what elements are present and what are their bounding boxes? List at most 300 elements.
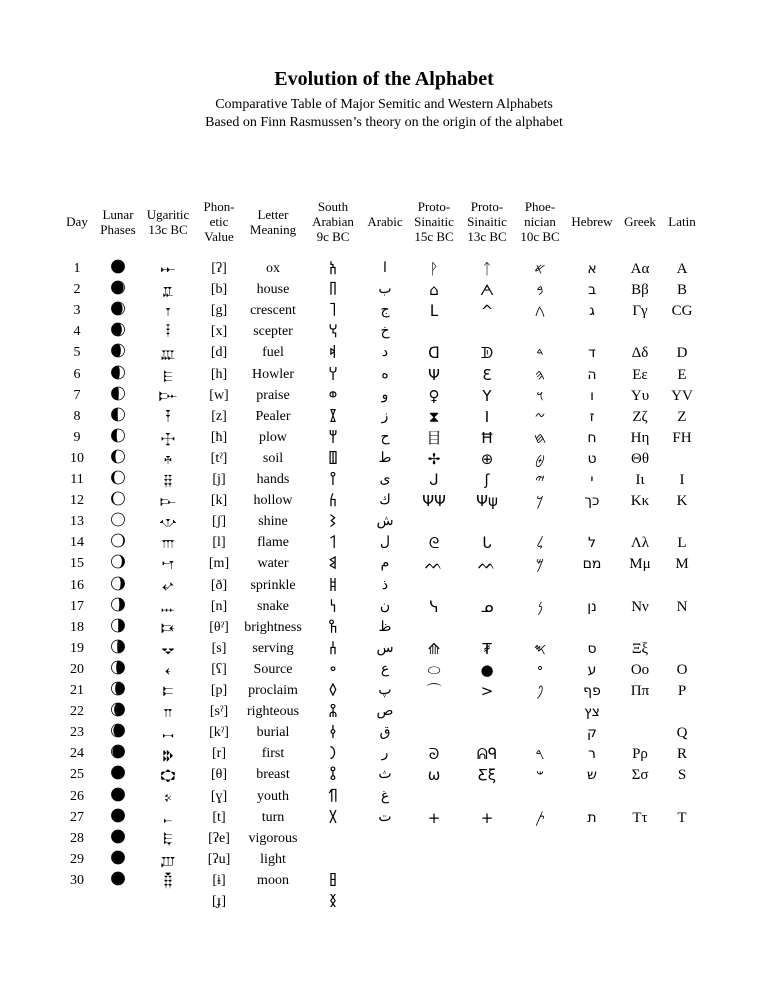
arabic-cell: م	[380, 556, 390, 572]
hebrew-cell: כך	[584, 493, 600, 510]
header-hebrew: Hebrew	[571, 214, 613, 229]
letter-meaning-cell: flame	[257, 535, 289, 551]
ugaritic-cell: 𐎝	[163, 871, 173, 890]
hebrew-cell: ע	[587, 661, 597, 678]
moon-phase-icon	[110, 491, 126, 512]
south-arabian-cell: 𐩠	[327, 365, 339, 384]
phonetic-value-cell: [ʔ]	[211, 261, 227, 276]
ugaritic-cell: 𐎘	[160, 766, 176, 785]
ugaritic-cell: 𐎕	[163, 703, 173, 722]
proto-sinaitic-15c-cell: ⬭	[427, 660, 441, 679]
moon-phase-icon	[110, 427, 126, 448]
phoenician-cell: 𐤓	[535, 745, 545, 764]
greek-cell: Αα	[630, 261, 650, 277]
south-arabian-cell: 𐩹	[328, 576, 338, 595]
hebrew-cell: א	[587, 261, 597, 277]
south-arabian-cell: 𐩲	[329, 660, 337, 679]
greek-cell: Ηη	[630, 429, 650, 446]
day-cell: 27	[70, 809, 84, 825]
proto-sinaitic-13c-cell: Ψψ	[476, 492, 498, 511]
south-arabian-cell: 𐩮	[327, 703, 339, 722]
header-lunar-phase: Lunar Phases	[100, 207, 136, 237]
arabic-cell: ك	[379, 493, 391, 509]
header-proto-sinaitic-15c: Proto- Sinaitic 15c BC	[414, 199, 454, 244]
day-cell: 24	[70, 746, 84, 762]
phoenician-cell: 𐤕	[535, 808, 545, 827]
moon-phase-icon	[110, 322, 126, 343]
phonetic-value-cell: [ʃ]	[212, 514, 226, 530]
hebrew-cell: נן	[587, 598, 597, 615]
moon-phase-icon	[110, 765, 126, 786]
latin-cell: L	[677, 535, 687, 552]
arabic-cell: د	[381, 345, 389, 361]
hebrew-cell: ו	[590, 387, 594, 404]
letter-meaning-cell: scepter	[253, 324, 293, 340]
phonetic-value-cell: [ħ]	[210, 429, 228, 445]
phonetic-value-cell: [b]	[210, 282, 228, 298]
letter-meaning-cell: brightness	[244, 619, 302, 635]
proto-sinaitic-15c-cell: ΨΨ	[422, 492, 446, 511]
proto-sinaitic-13c-cell: ᨓ	[478, 555, 496, 574]
moon-phase-icon	[110, 786, 126, 807]
proto-sinaitic-13c-cell: Ɛ	[482, 365, 492, 384]
proto-sinaitic-13c-cell: +	[480, 808, 494, 827]
phonetic-value-cell: [l]	[212, 535, 226, 551]
hebrew-cell: פף	[583, 683, 601, 699]
south-arabian-cell: 𐩡	[329, 534, 337, 553]
south-arabian-cell: 𐩬	[329, 597, 337, 616]
day-cell: 14	[70, 535, 84, 551]
phoenician-cell: 𐤊	[536, 492, 544, 511]
phoenician-cell: 𐤌	[535, 555, 545, 574]
day-cell: 1	[73, 261, 81, 276]
phonetic-value-cell: [j]	[212, 472, 226, 487]
letter-meaning-cell: righteous	[246, 704, 300, 720]
latin-cell: B	[676, 282, 688, 299]
letter-meaning-cell: proclaim	[248, 683, 298, 698]
arabic-cell: ه	[381, 366, 389, 382]
latin-cell: S	[677, 767, 687, 784]
phoenician-cell: 𐤋	[536, 534, 544, 553]
latin-cell: A	[676, 261, 688, 277]
phoenician-cell: 𐤆	[534, 407, 546, 426]
greek-cell: Υυ	[630, 387, 650, 404]
greek-cell: Ββ	[631, 282, 649, 299]
south-arabian-cell: 𐩷	[327, 449, 339, 468]
south-arabian-cell: 𐩢	[327, 428, 339, 447]
moon-phase-icon	[110, 575, 126, 596]
ugaritic-cell: 𐎖	[162, 724, 174, 743]
proto-sinaitic-13c-cell: >	[480, 682, 494, 700]
day-cell: 6	[73, 366, 81, 382]
south-arabian-cell: 𐩯	[328, 893, 338, 911]
phoenician-cell: 𐤎	[533, 639, 547, 658]
arabic-cell: ن	[379, 598, 391, 614]
greek-cell: Δδ	[631, 345, 649, 362]
letter-meaning-cell: moon	[257, 872, 289, 888]
ugaritic-cell: 𐎐	[161, 597, 175, 616]
header-letter-meaning: Letter Meaning	[249, 207, 297, 237]
proto-sinaitic-15c-cell: ᨓ	[425, 555, 443, 574]
phonetic-value-cell: [ɟ]	[212, 894, 226, 909]
proto-sinaitic-15c-cell: ᘓ	[428, 534, 440, 553]
ugaritic-cell: 𐎍	[161, 534, 175, 553]
moon-phase-icon	[110, 385, 126, 406]
phonetic-value-cell: [t]	[212, 809, 226, 825]
phonetic-value-cell: [ʔe]	[208, 830, 230, 846]
proto-sinaitic-15c-cell: ⌒	[426, 682, 442, 700]
day-cell: 10	[70, 450, 84, 466]
hebrew-cell: ג	[589, 303, 595, 320]
day-cell: 11	[70, 472, 84, 487]
header-proto-sinaitic-13c: Proto- Sinaitic 13c BC	[467, 199, 507, 244]
hebrew-cell: ח	[587, 429, 597, 446]
proto-sinaitic-15c-cell: ⌂	[429, 281, 439, 300]
greek-cell: Ζζ	[632, 408, 648, 425]
day-cell: 3	[73, 303, 81, 319]
moon-phase-icon	[110, 280, 126, 301]
moon-phase-icon	[110, 301, 126, 322]
greek-cell: Ιι	[635, 472, 645, 488]
proto-sinaitic-13c-cell: ⊕	[480, 449, 494, 468]
greek-cell: Ππ	[630, 683, 650, 699]
proto-sinaitic-15c-cell: ᒪ	[429, 302, 439, 321]
greek-cell: Ρρ	[632, 746, 648, 763]
ugaritic-cell: 𐎆	[158, 386, 178, 405]
greek-cell: Οο	[630, 661, 650, 678]
arabic-cell: ا	[383, 261, 387, 276]
south-arabian-cell: 𐩰	[328, 682, 338, 700]
header-ugaritic: Ugaritic 13c BC	[146, 207, 190, 237]
ugaritic-cell: 𐎈	[161, 428, 175, 447]
arabic-cell: ح	[380, 429, 390, 445]
latin-cell: CG	[671, 303, 693, 320]
day-cell: 2	[73, 282, 81, 298]
latin-cell: I	[679, 472, 685, 488]
phonetic-value-cell: [ʔu]	[207, 851, 231, 867]
arabic-cell: ق	[379, 725, 391, 741]
proto-sinaitic-15c-cell: ⧗	[428, 407, 440, 426]
phonetic-value-cell: [ɣ]	[210, 788, 228, 804]
moon-phase-icon	[110, 470, 126, 491]
hebrew-cell: צץ	[584, 704, 600, 721]
south-arabian-cell: 𐩵	[329, 344, 337, 363]
proto-sinaitic-13c-cell: ᗫ	[480, 344, 494, 363]
header-latin: Latin	[668, 214, 696, 229]
arabic-cell: پ	[378, 683, 392, 698]
ugaritic-cell: 𐎃	[165, 323, 171, 342]
ugaritic-cell: 𐎄	[160, 344, 176, 363]
day-cell: 12	[70, 493, 84, 509]
south-arabian-cell: 𐩨	[328, 281, 338, 300]
hebrew-cell: ט	[587, 450, 597, 467]
day-cell: 13	[70, 514, 84, 530]
letter-meaning-cell: breast	[256, 767, 290, 783]
header-greek: Greek	[624, 214, 656, 229]
letter-meaning-cell: Howler	[252, 366, 294, 382]
ugaritic-cell: 𐎗	[162, 745, 174, 764]
day-cell: 21	[70, 683, 84, 698]
phoenician-cell: 𐤈	[535, 449, 545, 468]
day-cell: 26	[70, 788, 84, 804]
proto-sinaitic-13c-cell: ᕱᑫ	[476, 745, 498, 764]
day-cell: 8	[73, 408, 81, 424]
phonetic-value-cell: [ð]	[210, 577, 228, 593]
hebrew-cell: ס	[587, 640, 597, 657]
proto-sinaitic-13c-cell: ᛏ	[482, 260, 492, 278]
proto-sinaitic-13c-cell: I	[484, 407, 490, 426]
greek-cell: Κκ	[630, 493, 650, 510]
phonetic-value-cell: [n]	[210, 598, 228, 614]
proto-sinaitic-13c-cell: ʃ	[484, 471, 490, 489]
arabic-cell: خ	[380, 324, 390, 340]
letter-meaning-cell: crescent	[250, 303, 296, 319]
arabic-cell: ظ	[378, 619, 392, 635]
arabic-cell: ى	[379, 472, 391, 487]
day-cell: 9	[73, 429, 81, 445]
ugaritic-cell: 𐎁	[162, 281, 174, 300]
arabic-cell: ث	[378, 767, 392, 783]
day-cell: 29	[70, 851, 84, 867]
greek-cell: Σσ	[631, 767, 649, 784]
phoenician-cell: 𐤄	[534, 365, 546, 384]
phonetic-value-cell: [h]	[210, 366, 228, 382]
phoenician-cell: 𐤐	[536, 682, 544, 700]
south-arabian-cell: 𐩤	[328, 724, 338, 743]
header-arabic: Arabic	[367, 214, 403, 229]
ugaritic-cell: 𐎊	[163, 471, 173, 489]
phoenician-cell: 𐤇	[533, 428, 547, 447]
latin-cell: Z	[677, 408, 687, 425]
south-arabian-cell: 𐩫	[328, 492, 338, 511]
letter-meaning-cell: soil	[262, 450, 284, 466]
phonetic-value-cell: [tˀ]	[210, 450, 228, 466]
ugaritic-cell: 𐎙	[164, 787, 172, 806]
hebrew-cell: ד	[588, 345, 596, 362]
south-arabian-cell: 𐩭	[327, 323, 339, 342]
arabic-cell: ب	[378, 282, 392, 298]
phonetic-value-cell: [x]	[210, 324, 228, 340]
phonetic-value-cell: [g]	[210, 303, 228, 319]
letter-meaning-cell: shine	[258, 514, 288, 530]
letter-meaning-cell: sprinkle	[250, 577, 296, 593]
south-arabian-cell: 𐩶	[327, 787, 339, 806]
proto-sinaitic-13c-cell: ●	[480, 660, 494, 679]
arabic-cell: ز	[381, 408, 389, 424]
arabic-cell: ر	[381, 746, 389, 762]
proto-sinaitic-15c-cell: ⟰	[427, 639, 441, 658]
letter-meaning-cell: serving	[252, 640, 294, 656]
arabic-cell: و	[381, 387, 389, 403]
ugaritic-cell: 𐎉	[164, 449, 172, 468]
latin-cell: P	[677, 683, 687, 699]
proto-sinaitic-13c-cell: Y	[482, 386, 492, 405]
phoenician-cell: 𐤏	[537, 660, 543, 679]
letter-meaning-cell: ox	[266, 261, 280, 276]
south-arabian-cell: 𐩩	[328, 808, 338, 827]
proto-sinaitic-15c-cell: ω	[427, 766, 441, 785]
day-cell: 30	[70, 872, 84, 888]
proto-sinaitic-15c-cell: ᒍ	[429, 471, 439, 489]
phonetic-value-cell: [k]	[210, 493, 228, 509]
phonetic-value-cell: [m]	[208, 556, 230, 572]
letter-meaning-cell: light	[260, 851, 286, 867]
proto-sinaitic-13c-cell: ᓄ	[480, 597, 494, 616]
day-cell: 20	[70, 661, 84, 677]
latin-cell: Q	[676, 725, 688, 742]
ugaritic-cell: 𐎔	[162, 682, 174, 700]
proto-sinaitic-13c-cell: ᒐ	[482, 534, 492, 553]
latin-cell: M	[675, 556, 689, 573]
proto-sinaitic-13c-cell: ^	[480, 302, 494, 321]
phonetic-value-cell: [ɨ]	[212, 872, 226, 888]
moon-phase-icon	[110, 343, 126, 364]
ugaritic-cell: 𐎑	[161, 618, 175, 637]
header-south-arabian: South Arabian 9c BC	[312, 199, 354, 244]
ugaritic-cell: 𐎏	[162, 576, 174, 595]
latin-cell: E	[677, 366, 687, 383]
moon-phase-icon	[110, 554, 126, 575]
latin-cell: YV	[671, 387, 693, 404]
ugaritic-cell: 𐎒	[161, 639, 175, 658]
page-title: Evolution of the Alphabet	[274, 68, 494, 90]
day-cell: 23	[70, 725, 84, 741]
day-cell: 5	[73, 345, 81, 361]
greek-cell: Νν	[631, 598, 649, 615]
header-phonetic-value: Phon- etic Value	[203, 199, 235, 244]
phonetic-value-cell: [ʕ]	[211, 661, 227, 677]
phoenician-cell: 𐤃	[536, 344, 544, 363]
moon-phase-icon	[110, 807, 126, 828]
south-arabian-cell: 𐩸	[328, 407, 338, 426]
ugaritic-cell: 𐎋	[160, 492, 176, 511]
greek-cell: Ττ	[632, 809, 648, 826]
proto-sinaitic-15c-cell: Ψ	[428, 365, 440, 384]
hebrew-cell: ב	[587, 282, 597, 299]
letter-meaning-cell: house	[256, 282, 290, 298]
south-arabian-cell: 𐩧	[329, 745, 337, 764]
south-arabian-cell: 𐩥	[328, 386, 338, 405]
south-arabian-cell: 𐩺	[328, 471, 338, 489]
moon-phase-icon	[110, 406, 126, 427]
greek-cell: Μμ	[629, 556, 651, 573]
proto-sinaitic-15c-cell: ᗡ	[428, 344, 440, 363]
phonetic-value-cell: [s]	[211, 640, 227, 656]
phonetic-value-cell: [θ]	[210, 767, 228, 783]
letter-meaning-cell: burial	[256, 725, 290, 741]
proto-sinaitic-13c-cell: ᗅ	[479, 281, 495, 300]
letter-meaning-cell: water	[257, 556, 289, 572]
hebrew-cell: ר	[588, 746, 596, 763]
south-arabian-cell: 𐩱	[328, 260, 338, 278]
subtitle-line-2: Based on Finn Rasmussen’s theory on the origin of the alphabet	[205, 115, 563, 130]
letter-meaning-cell: hands	[256, 472, 290, 487]
moon-phase-icon	[110, 681, 126, 702]
hebrew-cell: י	[590, 472, 594, 488]
moon-phase-icon	[110, 723, 126, 744]
phoenician-cell: 𐤍	[537, 597, 543, 616]
day-cell: 22	[70, 704, 84, 720]
letter-meaning-cell: Pealer	[255, 408, 291, 424]
moon-phase-icon	[110, 659, 126, 680]
south-arabian-cell: 𐩴	[329, 302, 337, 321]
ugaritic-cell: 𐎓	[165, 660, 171, 679]
greek-cell: Ξξ	[631, 640, 649, 657]
day-cell: 7	[73, 387, 81, 403]
arabic-cell: ص	[376, 704, 394, 720]
phonetic-value-cell: [θˀ]	[209, 619, 229, 635]
south-arabian-cell: 𐩳	[328, 871, 338, 890]
day-cell: 16	[70, 577, 84, 593]
header-phoenician: Phoe- nician 10c BC	[520, 199, 560, 244]
hebrew-cell: מם	[582, 556, 602, 573]
subtitle-line-1: Comparative Table of Major Semitic and Western Alphabets	[215, 97, 553, 112]
greek-cell: Λλ	[630, 535, 650, 552]
proto-sinaitic-15c-cell: ♀	[428, 386, 440, 405]
ugaritic-cell: 𐎂	[165, 302, 171, 321]
letter-meaning-cell: fuel	[262, 345, 284, 361]
ugaritic-cell: 𐎎	[161, 555, 175, 574]
south-arabian-cell: 𐩣	[328, 555, 338, 574]
proto-sinaitic-15c-cell: ✢	[427, 449, 441, 468]
phoenician-cell: 𐤀	[534, 260, 546, 278]
arabic-cell: س	[376, 640, 394, 656]
moon-phase-icon	[110, 617, 126, 638]
arabic-cell: ع	[380, 661, 390, 677]
greek-cell: Θθ	[630, 450, 650, 467]
ugaritic-cell: 𐎜	[160, 850, 176, 869]
phoenician-cell: 𐤂	[534, 302, 546, 321]
phoenician-cell: 𐤉	[535, 471, 545, 489]
phonetic-value-cell: [z]	[211, 408, 227, 424]
day-cell: 19	[70, 640, 84, 656]
phonetic-value-cell: [sˀ]	[209, 704, 229, 720]
day-cell: 25	[70, 767, 84, 783]
moon-phase-icon	[110, 533, 126, 554]
proto-sinaitic-15c-cell: ᘐ	[428, 745, 440, 764]
phoenician-cell: 𐤁	[536, 281, 544, 300]
day-cell: 17	[70, 598, 84, 614]
header-day: Day	[66, 214, 88, 229]
arabic-cell: ج	[380, 303, 390, 319]
south-arabian-cell: 𐩼	[328, 618, 338, 637]
moon-phase-icon	[110, 364, 126, 385]
arabic-cell: ت	[378, 809, 392, 825]
moon-phase-icon	[110, 849, 126, 870]
letter-meaning-cell: first	[261, 746, 285, 762]
proto-sinaitic-15c-cell: ᓭ	[429, 597, 439, 616]
greek-cell: Γγ	[632, 303, 648, 320]
letter-meaning-cell: plow	[259, 429, 287, 445]
ugaritic-cell: 𐎀	[160, 260, 176, 278]
south-arabian-cell: 𐩪	[328, 639, 338, 658]
moon-phase-icon	[110, 828, 126, 849]
moon-phase-icon	[110, 448, 126, 469]
greek-cell: Εε	[632, 366, 648, 383]
proto-sinaitic-13c-cell: ₮	[482, 639, 492, 658]
latin-cell: FH	[672, 429, 692, 446]
moon-phase-icon	[110, 512, 126, 533]
hebrew-cell: ה	[587, 366, 597, 383]
day-cell: 28	[70, 830, 84, 846]
letter-meaning-cell: vigorous	[248, 830, 298, 846]
moon-phase-icon	[110, 870, 126, 891]
latin-cell: K	[676, 493, 688, 510]
day-cell: 15	[70, 556, 84, 572]
arabic-cell: غ	[380, 788, 390, 804]
hebrew-cell: ז	[589, 408, 595, 425]
hebrew-cell: ש	[587, 767, 597, 784]
